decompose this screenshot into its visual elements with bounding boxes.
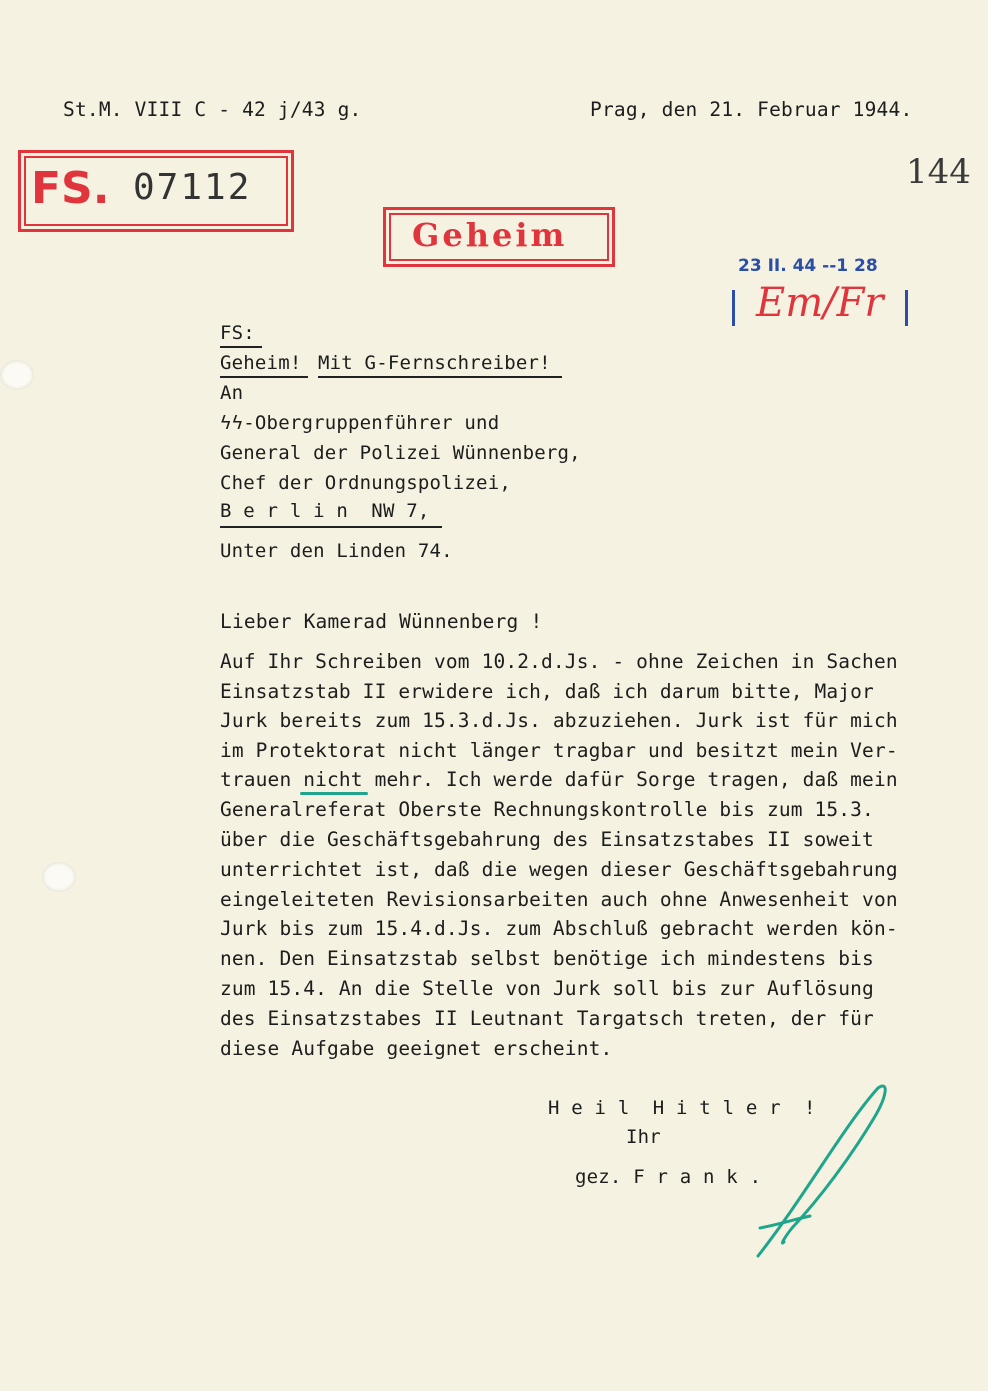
fs-stamp-number: 07112 (133, 167, 252, 208)
body-line: nen. Den Einsatzstab selbst benötige ich mindestens bis (220, 947, 874, 970)
received-stamp (730, 248, 910, 338)
body-line: Auf Ihr Schreiben vom 10.2.d.Js. - ohne Zeichen in Sachen (220, 650, 898, 673)
closing-greeting: H e i l H i t l e r ! (548, 1097, 816, 1119)
fs-line: FS: (220, 322, 255, 344)
body-line: über die Geschäftsgebahrung des Einsatzstabes II soweit (220, 828, 874, 851)
received-stamp-bar-right (905, 290, 908, 326)
secret-stamp-label: Geheim (412, 216, 568, 254)
body-line: zum 15.4. An die Stelle von Jurk soll bis zur Auflösung (220, 977, 874, 1000)
place-date: Prag, den 21. Februar 1944. (590, 98, 913, 121)
body-line: im Protektorat nicht länger tragbar und besitzt mein Ver- (220, 739, 898, 762)
body-line: Jurk bis zum 15.4.d.Js. zum Abschluß gebracht werden kön- (220, 917, 898, 940)
nicht-underline (300, 792, 368, 795)
city-underline (220, 526, 442, 528)
secret-line-a: Geheim! (220, 352, 302, 374)
secret-underline-b (318, 376, 562, 378)
address-rank: ϟϟ-Obergruppenführer und (220, 412, 500, 434)
salutation: Lieber Kamerad Wünnenberg ! (220, 610, 543, 633)
body-line: unterrichtet ist, daß die wegen dieser Geschäftsgebahrung (220, 858, 898, 881)
body-line: Generalreferat Oberste Rechnungskontrolle bis zum 15.3. (220, 798, 874, 821)
body-line: trauen nicht mehr. Ich werde dafür Sorge tragen, daß mein (220, 768, 898, 791)
fs-stamp (18, 150, 294, 232)
body-line: eingeleiteten Revisionsarbeiten auch ohne Anwesenheit von (220, 888, 898, 911)
received-date: 23 II. 44 --1 28 (738, 256, 878, 276)
body-line: Einsatzstab II erwidere ich, daß ich darum bitte, Major (220, 680, 874, 703)
address-city: B e r l i n NW 7, (220, 500, 430, 522)
received-stamp-bar-left (732, 290, 735, 326)
body-line: Jurk bereits zum 15.3.d.Js. abzuziehen. Jurk ist für mich (220, 709, 898, 732)
reference-number: St.M. VIII C - 42 j/43 g. (63, 98, 362, 121)
closing-signed: gez. F r a n k . (575, 1166, 762, 1188)
secret-line-b: Mit G-Fernschreiber! (318, 352, 551, 374)
fs-stamp-label: FS. (31, 163, 110, 214)
fs-underline (220, 346, 262, 348)
page-edge (988, 0, 1000, 1391)
body-line: des Einsatzstabes II Leutnant Targatsch treten, der für (220, 1007, 874, 1030)
signature-mark (740, 1078, 900, 1278)
address-general: General der Polizei Wünnenberg, (220, 442, 581, 464)
address-chief: Chef der Ordnungspolizei, (220, 472, 511, 494)
address-to: An (220, 382, 244, 404)
address-street: Unter den Linden 74. (220, 540, 453, 562)
body-line: diese Aufgabe geeignet erscheint. (220, 1037, 613, 1060)
page-number: 144 (906, 152, 971, 192)
punch-hole-bottom (42, 862, 76, 892)
punch-hole-top (0, 360, 34, 390)
secret-stamp (383, 207, 615, 267)
secret-underline-a (220, 376, 308, 378)
closing-yours: Ihr (626, 1126, 661, 1148)
handwritten-initials: Em/Fr (756, 280, 884, 326)
